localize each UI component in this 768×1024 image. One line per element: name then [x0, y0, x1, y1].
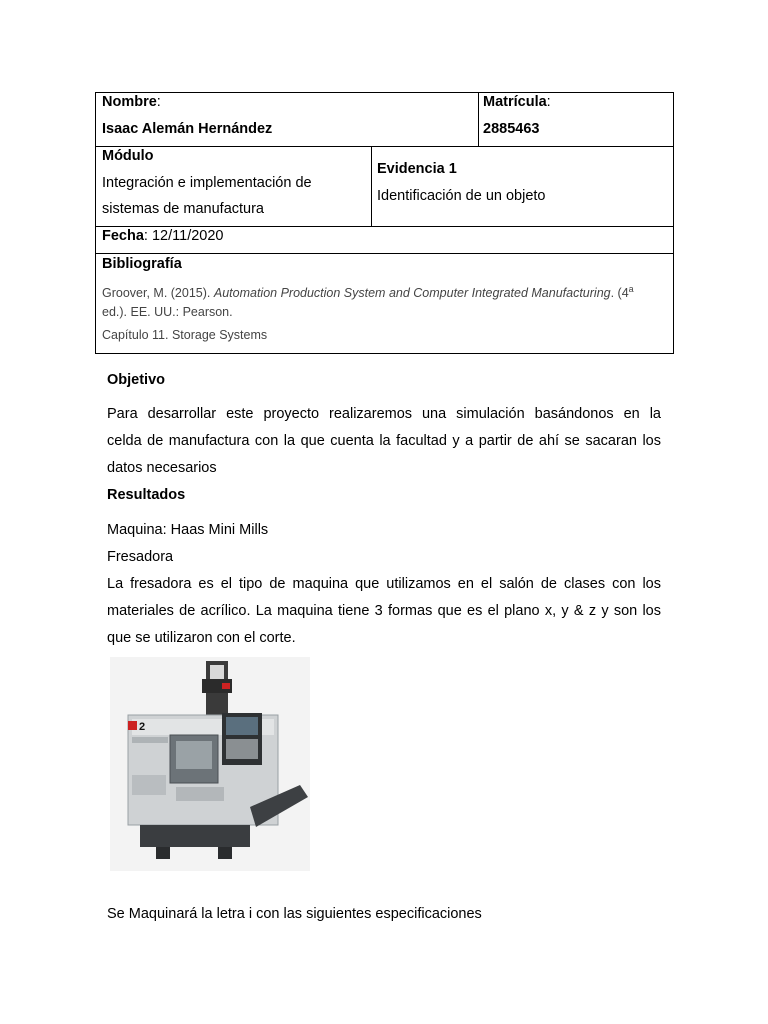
final-line: Se Maquinará la letra i con las siguientes especificaciones — [107, 906, 482, 922]
biblio-line-3: Capítulo 11. Storage Systems — [102, 328, 268, 342]
nombre-label-line — [102, 93, 161, 111]
fecha-line — [102, 227, 223, 245]
nombre-colon: : — [156, 94, 161, 110]
haas-logo-icon — [128, 721, 137, 730]
modulo-line-1: Integración e implementación de — [102, 175, 312, 191]
modulo-line-2: sistemas de manufactura — [102, 201, 264, 217]
matricula-label-line — [483, 93, 551, 111]
objetivo-line-3: datos necesarios — [107, 460, 217, 476]
evidencia-label: Evidencia 1 — [377, 161, 457, 177]
tipo-line: Fresadora — [107, 549, 174, 565]
bibliografia-label: Bibliografía — [102, 256, 182, 272]
resultados-heading: Resultados — [107, 487, 186, 503]
modulo-label: Módulo — [102, 148, 154, 164]
desc-line-2: materiales de acrílico. La maquina tiene 3 formas que es el plano x, y & z y son los — [107, 603, 661, 619]
maquina-line: Maquina: Haas Mini Mills — [107, 522, 269, 538]
matricula-value: 2885463 — [483, 121, 540, 137]
objetivo-heading: Objetivo — [107, 372, 166, 388]
matricula-colon: : — [546, 94, 551, 110]
biblio-author: Groover, M. (2015). — [102, 286, 214, 301]
evidencia-value: Identificación de un objeto — [377, 188, 546, 204]
objetivo-line-2: celda de manufactura con la que cuenta la facultad y a partir de ahí se sacaran los — [107, 433, 661, 449]
objetivo-line-1: Para desarrollar este proyecto realizaremos una simulación basándonos en la — [107, 406, 661, 422]
biblio-title: Automation Production System and Computer Integrated Manufacturing — [213, 286, 611, 301]
nombre-label: Nombre — [102, 94, 157, 110]
cnc-mill-image — [110, 657, 310, 871]
machine-badge-number: 2 — [139, 721, 146, 733]
matricula-label: Matrícula — [483, 94, 547, 110]
biblio-after-title: . (4 — [610, 286, 629, 301]
fecha-value: : 12/11/2020 — [143, 228, 224, 244]
desc-line-1: La fresadora es el tipo de maquina que utilizamos en el salón de clases con los — [107, 576, 661, 592]
desc-line-3: que se utilizaron con el corte. — [107, 630, 296, 646]
biblio-sup: a — [628, 284, 634, 294]
fecha-label: Fecha — [102, 228, 144, 244]
nombre-value: Isaac Alemán Hernández — [102, 121, 273, 137]
biblio-line-2: ed.). EE. UU.: Pearson. — [102, 305, 233, 319]
biblio-line-1 — [102, 280, 634, 302]
header-table — [95, 92, 674, 354]
